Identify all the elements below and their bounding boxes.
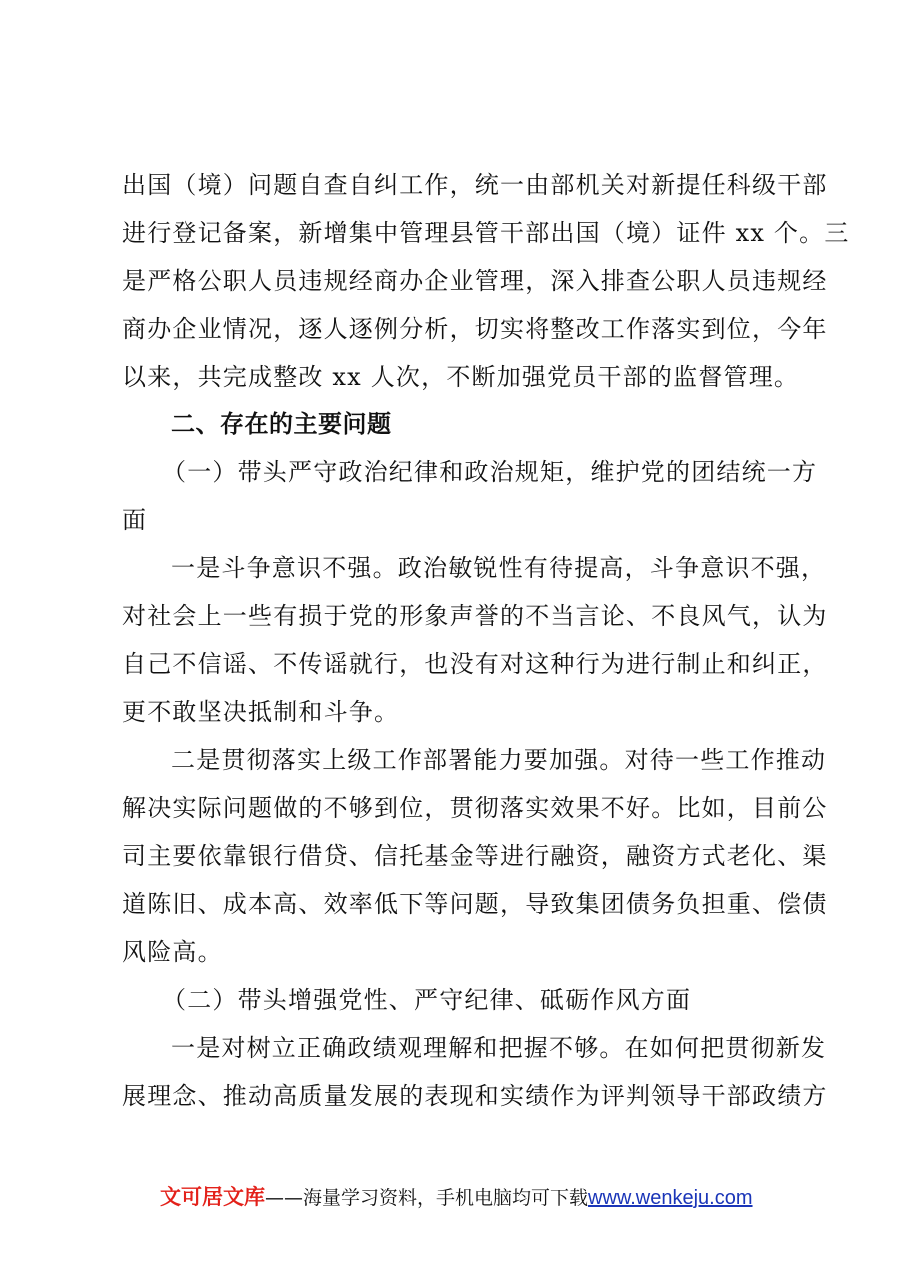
body-line: 进行登记备案，新增集中管理县管干部出国（境）证件 xx 个。三: [122, 219, 850, 247]
website-link[interactable]: www.wenkeju.com: [588, 1187, 753, 1209]
body-line: 对社会上一些有损于党的形象声誉的不当言论、不良风气，认为: [122, 602, 828, 630]
brand-name: 文可居文库: [160, 1185, 265, 1209]
body-line: 更不敢坚决抵制和斗争。: [122, 698, 400, 726]
body-line: 司主要依靠银行借贷、信托基金等进行融资，融资方式老化、渠: [122, 842, 828, 870]
body-line: 面: [122, 506, 148, 534]
body-line: 是严格公职人员违规经商办企业管理，深入排查公职人员违规经: [122, 267, 828, 295]
body-line: 商办企业情况，逐人逐例分析，切实将整改工作落实到位，今年: [122, 315, 828, 343]
body-line: 解决实际问题做的不够到位，贯彻落实效果不好。比如，目前公: [122, 794, 828, 822]
footer-tagline: ——海量学习资料，手机电脑均可下载: [265, 1187, 589, 1209]
body-line: 一是对树立正确政绩观理解和把握不够。在如何把贯彻新发: [171, 1034, 827, 1062]
body-line: 自己不信谣、不传谣就行，也没有对这种行为进行制止和纠正，: [122, 650, 828, 678]
body-line: 以来，共完成整改 xx 人次，不断加强党员干部的监督管理。: [122, 363, 800, 391]
body-line: 出国（境）问题自查自纠工作，统一由部机关对新提任科级干部: [122, 171, 828, 199]
body-line: 风险高。: [122, 938, 223, 966]
footer-banner: [160, 1184, 753, 1211]
body-line: 一是斗争意识不强。政治敏锐性有待提高，斗争意识不强，: [171, 554, 827, 582]
body-line: 展理念、推动高质量发展的表现和实绩作为评判领导干部政绩方: [122, 1082, 828, 1110]
body-line: 二是贯彻落实上级工作部署能力要加强。对待一些工作推动: [171, 746, 827, 774]
subsection-heading: （一）带头严守政治纪律和政治规矩，维护党的团结统一方: [162, 458, 818, 486]
subsection-heading: （二）带头增强党性、严守纪律、砥砺作风方面: [162, 986, 692, 1014]
body-line: 道陈旧、成本高、效率低下等问题，导致集团债务负担重、偿债: [122, 890, 828, 918]
section-heading: 二、存在的主要问题: [171, 410, 392, 438]
